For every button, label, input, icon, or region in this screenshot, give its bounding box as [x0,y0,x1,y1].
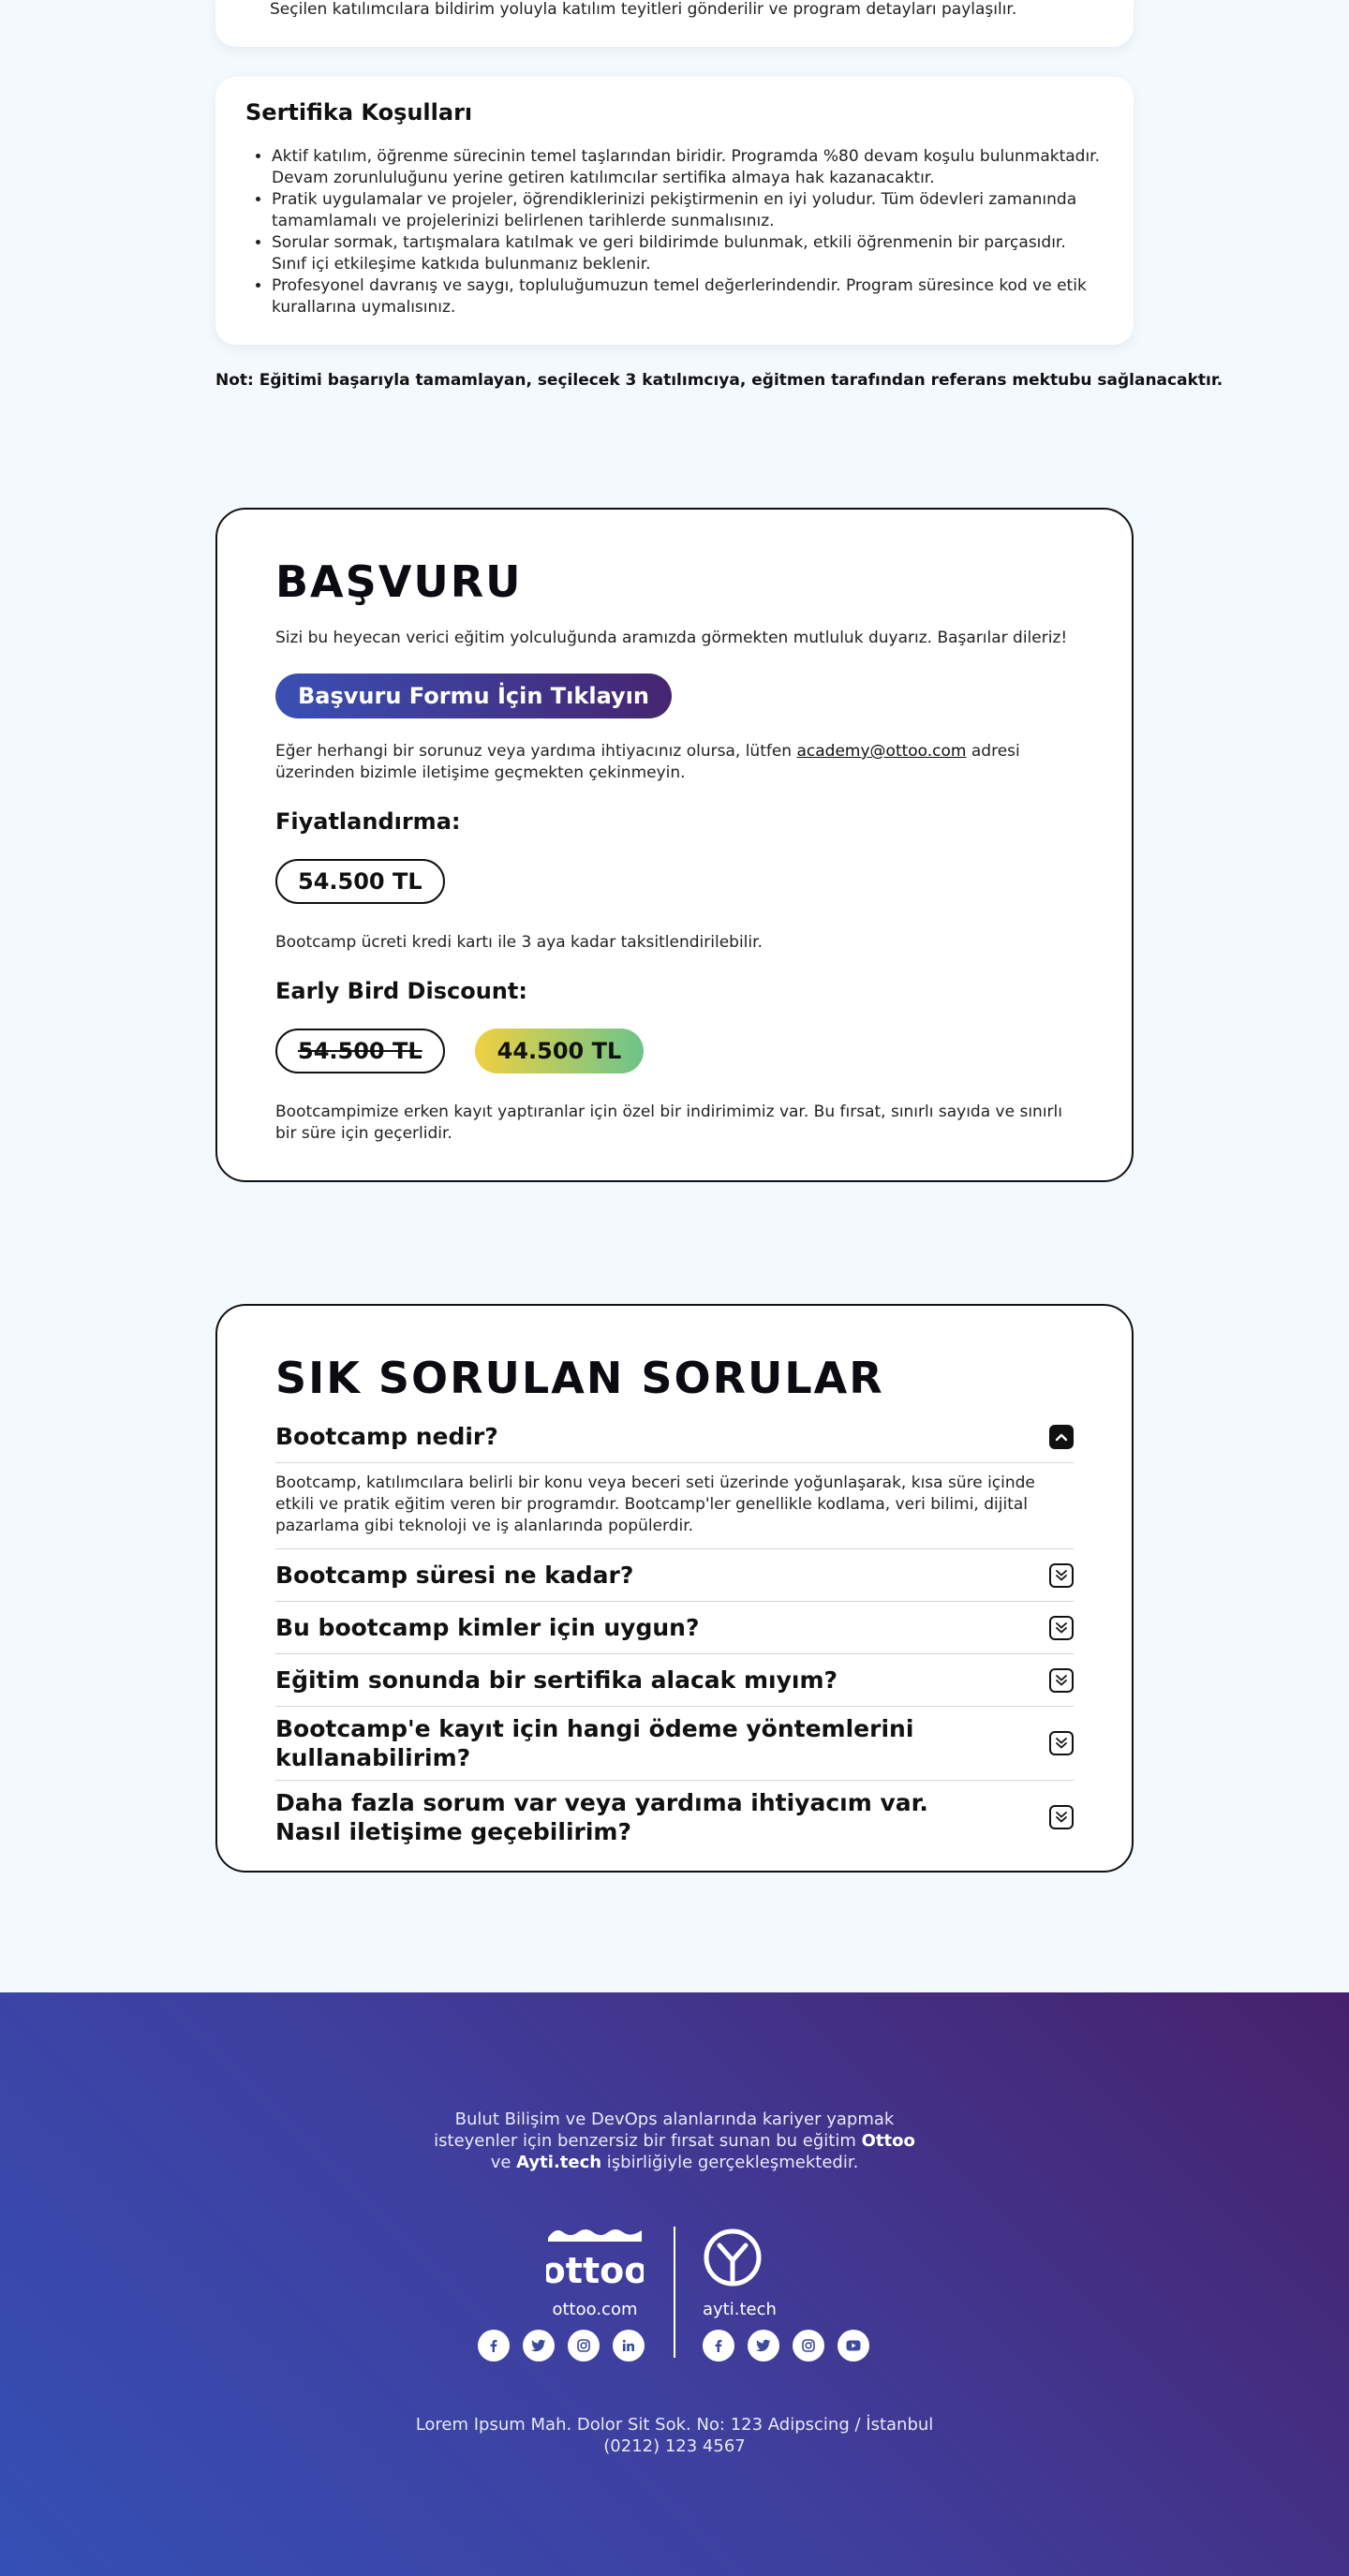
faq-item [275,1411,1074,1549]
faq-item [275,1549,1074,1602]
tagline-brand-ayti: Ayti.tech [516,2153,602,2172]
price-badge: 54.500 TL [275,859,445,904]
facebook-icon[interactable] [703,2330,734,2361]
ayti-brand [703,2227,806,2319]
faq-question: Bootcamp nedir? [275,1423,498,1450]
faq-question-toggle[interactable] [275,1654,1074,1706]
chevron-down-icon[interactable] [1049,1668,1074,1693]
old-price-badge: 54.500 TL [275,1029,445,1073]
faq-item [275,1602,1074,1654]
twitter-icon[interactable] [748,2330,779,2361]
contact-email-link[interactable]: academy@ottoo.com [796,742,967,761]
chevron-up-icon[interactable] [1049,1425,1074,1449]
certificate-conditions-card [215,77,1134,345]
early-bird-description: Bootcampimize erken kayıt yaptıranlar için özel bir indirimimiz var. Bu fırsat, sınırlı sayıda ve sınırlı bir süre için geçerlidir. [275,1103,1062,1143]
list-item: • Profesyonel davranış ve saygı, topluluğumuzun temel değerlerindendir. Program süresince kod ve etik kurallarına uymalısınız. [272,275,1104,318]
faq-question: Daha fazla sorum var veya yardıma ihtiyacım var. Nasıl iletişime geçebilirim? [275,1789,928,1845]
ottoo-social-links [478,2330,645,2361]
list-item: • Aktif katılım, öğrenme sürecinin temel taşlarından biridir. Programda %80 devam koşulu bulunmaktadır. Devam zorunluluğunu yerine getiren katılımcılar sertifika almaya hak kazanacaktır. [272,146,1104,189]
ayti-social-links [703,2330,869,2361]
tagline-text-end: işbirliğiyle gerçekleşmektedir. [601,2153,859,2172]
faq-item [275,1781,1074,1854]
price-row [275,859,1074,904]
faq-question-toggle[interactable] [275,1602,1074,1653]
ottoo-url[interactable]: ottoo.com [552,2300,638,2319]
tagline-and: ve [490,2153,517,2172]
footer [0,1992,1349,2576]
application-section [215,508,1134,1182]
program-details-card [215,0,1134,47]
installment-text: Bootcamp ücreti kredi kartı ile 3 aya kadar taksitlendirilebilir. [275,933,763,952]
faq-item [275,1707,1074,1781]
certificate-list [245,146,1104,318]
tagline-brand-ottoo: Ottoo [861,2131,915,2151]
chevron-down-icon[interactable] [1049,1805,1074,1829]
faq-question-toggle[interactable] [275,1549,1074,1601]
application-form-button[interactable]: Başvuru Formu İçin Tıklayın [275,674,672,718]
tagline-text: Bulut Bilişim ve DevOps alanlarında kariyer yapmak isteyenler için benzersiz bir fırsat sunan bu eğitim [434,2110,895,2151]
faq-answer: Bootcamp, katılımcılara belirli bir konu veya beceri seti üzerinde yoğunlaşarak, kısa süre içinde etkili ve pratik eğitim veren bir programdır. Bootcamp'ler genellikle kodlama, veri bilimi, dijital pazarlama gibi teknoloji ve iş alanlarında popülerdir. [275,1462,1074,1548]
contact-prefix: Eğer herhangi bir sorunuz veya yardıma ihtiyacınız olursa, lütfen [275,742,797,761]
program-details-text: Seçilen katılımcılara bildirim yoluyla katılım teyitleri gönderilir ve program detayları paylaşılır. [270,0,1017,19]
phone-number[interactable]: (0212) 123 4567 [603,2436,746,2456]
application-title: BAŞVURU [275,556,523,607]
chevron-down-icon[interactable] [1049,1731,1074,1755]
ottoo-logo-wordmark: ottoo [546,2250,644,2290]
faq-section [215,1304,1134,1873]
twitter-icon[interactable] [523,2330,555,2361]
ottoo-logo-icon[interactable] [546,2227,644,2290]
instagram-icon[interactable] [568,2330,600,2361]
faq-question: Bootcamp'e kayıt için hangi ödeme yöntemlerini kullanabilirim? [275,1715,914,1771]
footer-divider [674,2227,675,2358]
faq-question: Eğitim sonunda bir sertifika alacak mıyım? [275,1666,838,1694]
linkedin-icon[interactable] [613,2330,645,2361]
list-item: • Sorular sormak, tartışmalara katılmak ve geri bildirimde bulunmak, etkili öğrenmenin bir parçasıdır. Sınıf içi etkileşime katkıda bulunmanız beklenir. [272,232,1104,275]
instagram-icon[interactable] [793,2330,824,2361]
faq-item [275,1654,1074,1707]
application-intro: Sizi bu heyecan verici eğitim yolculuğunda aramızda görmekten mutluluk duyarız. Başarılar dileriz! [275,629,1068,647]
contact-suffix: adresi üzerinden bizimle iletişime geçmekten çekinmeyin. [275,742,1020,782]
chevron-down-icon[interactable] [1049,1616,1074,1640]
list-item: • Pratik uygulamalar ve projeler, öğrendiklerinizi pekiştirmenin en iyi yoludur. Tüm ödevleri zamanında tamamlamalı ve projelerinizi belirlenen tarihlerde sunmalısınız. [272,189,1104,232]
faq-question: Bootcamp süresi ne kadar? [275,1562,634,1589]
discounted-price-badge: 44.500 TL [475,1029,645,1073]
pricing-title: Fiyatlandırma: [275,808,461,835]
reference-letter-note: Not: Eğitimi başarıyla tamamlayan, seçilecek 3 katılımcıya, eğitmen tarafından referans mektubu sağlanacaktır. [215,371,1223,390]
ottoo-brand [543,2227,646,2319]
footer-address [393,2414,956,2457]
footer-tagline [431,2109,918,2173]
address-line: Lorem Ipsum Mah. Dolor Sit Sok. No: 123 Adipscing / İstanbul [415,2415,934,2435]
ayti-logo-icon[interactable] [703,2227,763,2288]
faq-question-toggle[interactable] [275,1707,1074,1780]
faq-question-toggle[interactable] [275,1411,1074,1462]
early-bird-title: Early Bird Discount: [275,978,527,1004]
discount-price-row [275,1029,1074,1073]
certificate-title: Sertifika Koşulları [245,99,473,126]
contact-text [275,741,1074,784]
faq-title: SIK SORULAN SORULAR [275,1353,884,1403]
facebook-icon[interactable] [478,2330,510,2361]
faq-question-toggle[interactable] [275,1781,1074,1854]
faq-question: Bu bootcamp kimler için uygun? [275,1614,700,1641]
youtube-icon[interactable] [838,2330,869,2361]
ayti-url[interactable]: ayti.tech [703,2300,777,2319]
chevron-down-icon[interactable] [1049,1563,1074,1588]
